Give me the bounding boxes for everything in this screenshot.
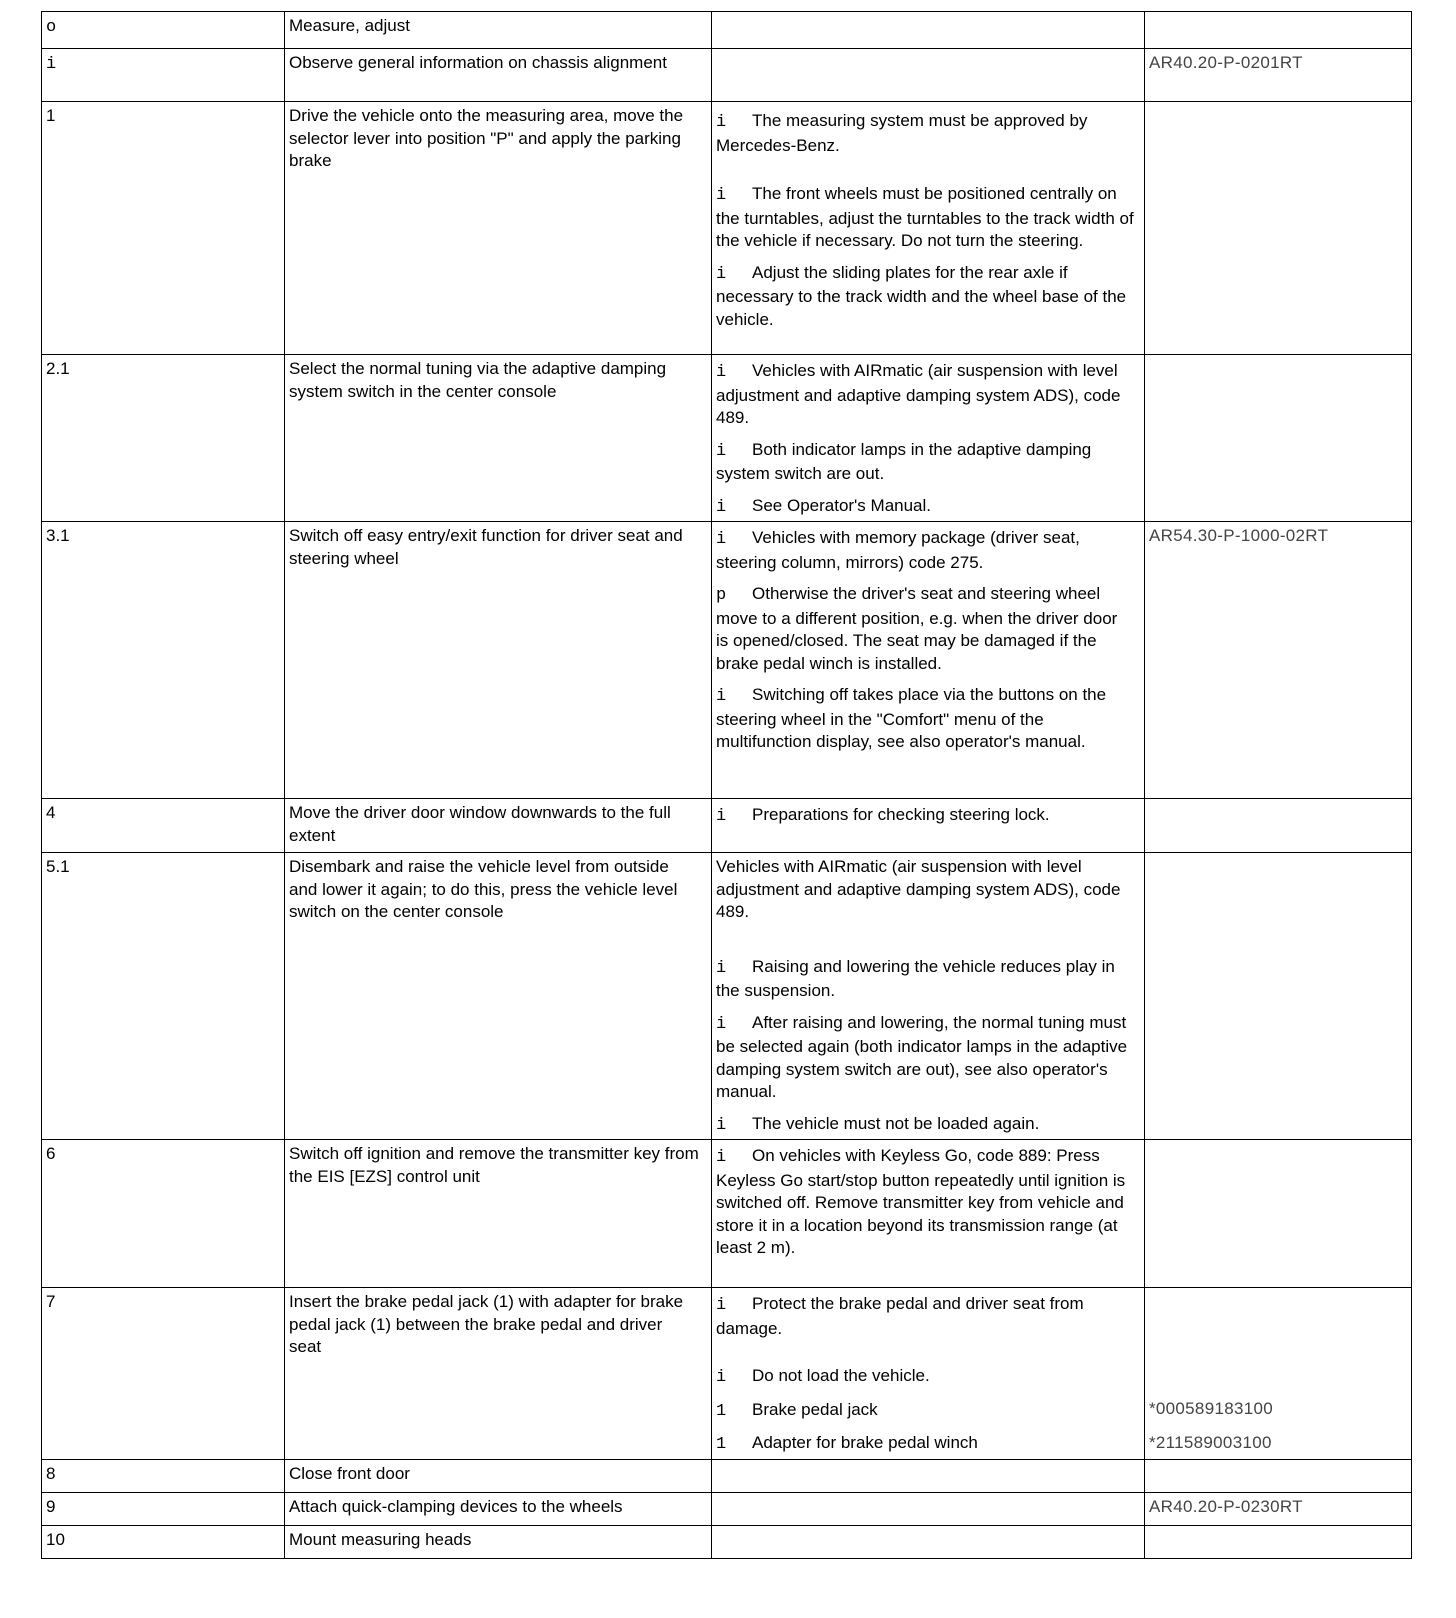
- note: i Do not load the vehicle.: [716, 1365, 1134, 1390]
- reference-link[interactable]: AR40.20-P-0230RT: [1149, 1497, 1303, 1516]
- note: i Switching off takes place via the buttons on the steering wheel in the "Comfort" menu of the multifunction display, see also operator's manual.: [716, 685, 1107, 751]
- row-code: 1: [42, 102, 285, 355]
- row-refs: [1145, 522, 1412, 799]
- info-icon: i: [716, 1296, 727, 1315]
- table-row: [42, 12, 1412, 49]
- note: i See Operator's Manual.: [716, 495, 1134, 520]
- row-refs: [1145, 1288, 1412, 1460]
- row-refs: [1145, 853, 1412, 1140]
- table-row: [42, 853, 1412, 1140]
- note: i Raising and lowering the vehicle reduces play in the suspension.: [716, 956, 1115, 1000]
- row-step: Close front door: [285, 1460, 712, 1493]
- row-code: 9: [42, 1493, 285, 1526]
- row-step: Attach quick-clamping devices to the wheels: [285, 1493, 712, 1526]
- info-icon: i: [716, 1115, 727, 1135]
- row-code: 8: [42, 1460, 285, 1493]
- table-row: [42, 1140, 1412, 1288]
- tool-icon: 1: [716, 1435, 727, 1454]
- info-icon: i: [716, 113, 727, 132]
- info-icon: i: [716, 1368, 727, 1387]
- note: i The vehicle must not be loaded again.: [716, 1113, 1134, 1138]
- warning-icon: p: [716, 586, 727, 605]
- info-icon: i: [716, 687, 727, 706]
- tool-number[interactable]: *000589183100: [1149, 1399, 1273, 1418]
- row-notes: [712, 1288, 1145, 1460]
- procedure-table: [41, 11, 1412, 1559]
- table-row: [42, 355, 1412, 522]
- row-notes: [712, 1493, 1145, 1526]
- row-code: 2.1: [42, 355, 285, 522]
- info-icon: i: [716, 441, 727, 461]
- note: i The front wheels must be positioned centrally on the turntables, adjust the turntables to the track width of the vehicle if necessary. Do not turn the steering.: [716, 184, 1134, 250]
- row-notes: [712, 853, 1145, 1140]
- row-notes: [712, 49, 1145, 102]
- row-code: 4: [42, 799, 285, 853]
- table-row: [42, 49, 1412, 102]
- row-code: 3.1: [42, 522, 285, 799]
- note: 1 Brake pedal jack: [716, 1399, 1134, 1424]
- note: i Both indicator lamps in the adaptive damping system switch are out.: [716, 439, 1092, 483]
- tool-number[interactable]: *211589003100: [1149, 1432, 1272, 1452]
- row-refs: [1145, 12, 1412, 49]
- info-icon: i: [716, 1014, 727, 1034]
- table-row: [42, 102, 1412, 355]
- note: i Vehicles with AIRmatic (air suspension with level adjustment and adaptive damping system ADS), code 489.: [716, 361, 1121, 427]
- info-icon: i: [716, 807, 727, 826]
- table-row: [42, 1460, 1412, 1493]
- tool-icon: 1: [716, 1401, 727, 1421]
- row-step: Disembark and raise the vehicle level from outside and lower it again; to do this, press the vehicle level switch on the center console: [285, 853, 712, 1140]
- row-code: o: [42, 12, 285, 49]
- note: i Adjust the sliding plates for the rear axle if necessary to the track width and the wheel base of the vehicle.: [716, 262, 1127, 329]
- reference-link[interactable]: AR54.30-P-1000-02RT: [1149, 526, 1329, 545]
- table-row: [42, 1526, 1412, 1559]
- row-notes: [712, 799, 1145, 853]
- reference-link[interactable]: AR40.20-P-0201RT: [1149, 53, 1303, 72]
- row-refs: [1145, 1526, 1412, 1559]
- info-icon: i: [716, 363, 727, 382]
- row-step: Select the normal tuning via the adaptive damping system switch in the center console: [285, 355, 712, 522]
- note: i Preparations for checking steering lock.: [716, 804, 1134, 829]
- row-step: Drive the vehicle onto the measuring area, move the selector lever into position "P" and apply the parking brake: [285, 102, 712, 355]
- table-row: [42, 799, 1412, 853]
- row-step: Observe general information on chassis alignment: [285, 49, 712, 102]
- row-refs: [1145, 355, 1412, 522]
- row-step: Switch off ignition and remove the transmitter key from the EIS [EZS] control unit: [285, 1140, 712, 1288]
- row-step: Switch off easy entry/exit function for driver seat and steering wheel: [285, 522, 712, 799]
- info-icon: i: [716, 264, 727, 284]
- info-icon: i: [716, 958, 727, 978]
- row-refs: [1145, 102, 1412, 355]
- note: i Vehicles with memory package (driver seat, steering column, mirrors) code 275.: [716, 528, 1080, 572]
- note: i After raising and lowering, the normal tuning must be selected again (both indicator lamps in the adaptive damping system switch are out), see also operator's manual.: [716, 1012, 1128, 1101]
- row-code: 10: [42, 1526, 285, 1559]
- row-notes: [712, 355, 1145, 522]
- info-icon: i: [716, 530, 727, 549]
- table-row: [42, 1288, 1412, 1460]
- row-notes: [712, 102, 1145, 355]
- row-refs: [1145, 49, 1412, 102]
- row-refs: [1145, 1493, 1412, 1526]
- table-row: [42, 522, 1412, 799]
- note: i The measuring system must be approved by Mercedes-Benz.: [716, 111, 1088, 155]
- row-notes: [712, 1460, 1145, 1493]
- row-refs: [1145, 1140, 1412, 1288]
- row-notes: [712, 522, 1145, 799]
- row-code: i: [42, 49, 285, 102]
- row-step: Move the driver door window downwards to the full extent: [285, 799, 712, 853]
- row-notes: [712, 1140, 1145, 1288]
- note: 1 Adapter for brake pedal winch: [716, 1432, 1134, 1457]
- row-refs: [1145, 799, 1412, 853]
- note: p Otherwise the driver's seat and steering wheel move to a different position, e.g. when the driver door is opened/closed. The seat may be damaged if the brake pedal winch is installed.: [716, 584, 1118, 673]
- info-icon: i: [716, 1148, 727, 1167]
- row-notes: [712, 12, 1145, 49]
- row-step: Measure, adjust: [285, 12, 712, 49]
- row-code: 6: [42, 1140, 285, 1288]
- row-code: 5.1: [42, 853, 285, 1140]
- note: Vehicles with AIRmatic (air suspension with level adjustment and adaptive damping system ADS), code 489.: [716, 857, 1121, 921]
- row-code: 7: [42, 1288, 285, 1460]
- row-step: Insert the brake pedal jack (1) with adapter for brake pedal jack (1) between the brake pedal and driver seat: [285, 1288, 712, 1460]
- info-icon: i: [716, 186, 727, 205]
- row-step: Mount measuring heads: [285, 1526, 712, 1559]
- table-row: [42, 1493, 1412, 1526]
- info-icon: i: [716, 497, 727, 517]
- note: i Protect the brake pedal and driver seat from damage.: [716, 1294, 1084, 1338]
- row-notes: [712, 1526, 1145, 1559]
- row-refs: [1145, 1460, 1412, 1493]
- note: i On vehicles with Keyless Go, code 889: Press Keyless Go start/stop button repeatedly until ignition is switched off. Remove transmitter key from vehicle and store it in a location beyond its transmission range (at least 2 m).: [716, 1146, 1126, 1257]
